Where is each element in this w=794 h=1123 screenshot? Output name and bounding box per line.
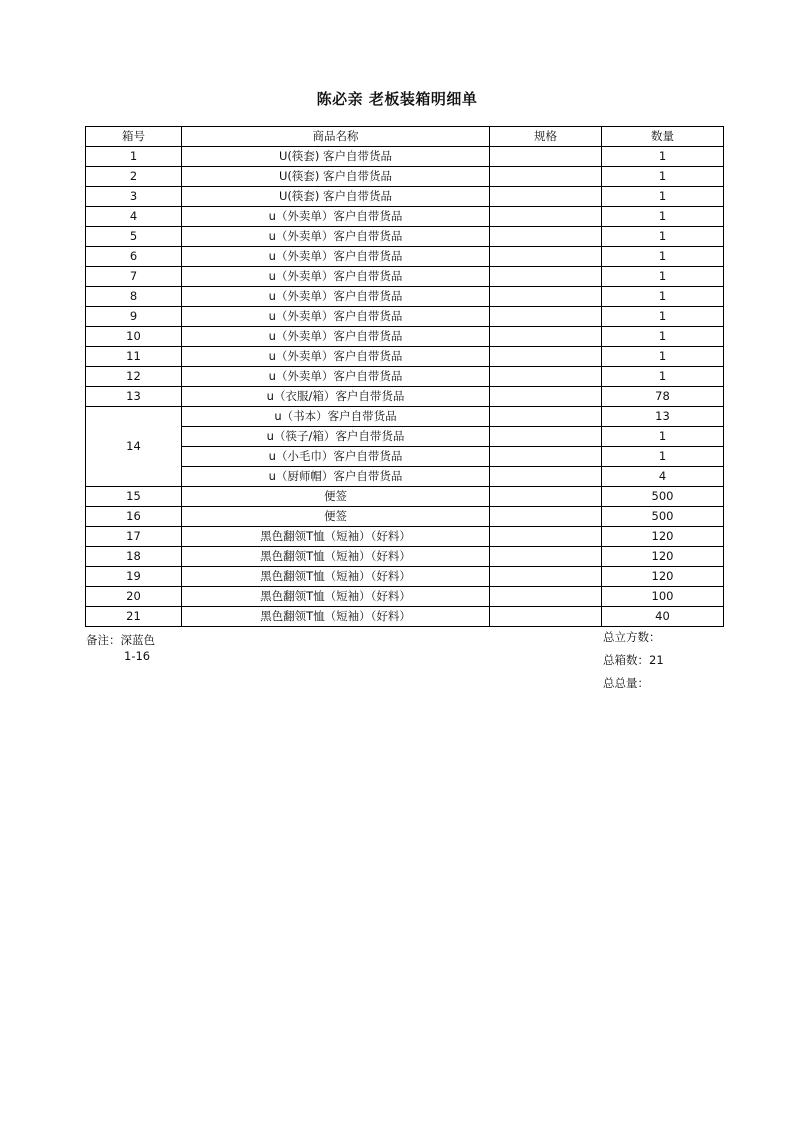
table-row <box>86 147 724 167</box>
document-title: 陈必亲 老板装箱明细单 <box>316 90 478 108</box>
table-row <box>86 227 724 247</box>
quantity-cell: 1 <box>602 167 724 187</box>
box-number-cell: 3 <box>86 187 182 207</box>
spec-cell <box>490 167 602 187</box>
box-number-cell: 13 <box>86 387 182 407</box>
total-boxes: 总箱数：21 <box>603 653 664 667</box>
header-quantity: 数量 <box>602 127 724 147</box>
spec-cell <box>490 327 602 347</box>
product-name-cell: 黑色翻领T恤（短袖）（好料） <box>182 547 490 567</box>
quantity-cell: 100 <box>602 587 724 607</box>
spec-cell <box>490 527 602 547</box>
spec-cell <box>490 247 602 267</box>
quantity-cell: 1 <box>602 307 724 327</box>
spec-cell <box>490 287 602 307</box>
header-product-name: 商品名称 <box>182 127 490 147</box>
spec-cell <box>490 547 602 567</box>
packing-list-table <box>85 126 724 627</box>
spec-cell <box>490 487 602 507</box>
product-name-cell: U(筷套) 客户自带货品 <box>182 147 490 167</box>
box-number-cell: 21 <box>86 607 182 627</box>
box-number-cell: 11 <box>86 347 182 367</box>
product-name-cell: u（筷子/箱）客户自带货品 <box>182 427 490 447</box>
quantity-cell: 500 <box>602 487 724 507</box>
spec-cell <box>490 427 602 447</box>
quantity-cell: 1 <box>602 147 724 167</box>
box-number-cell-merged: 14 <box>86 407 182 487</box>
quantity-cell: 500 <box>602 507 724 527</box>
product-name-cell: 便签 <box>182 487 490 507</box>
table-row <box>86 267 724 287</box>
table-row <box>86 247 724 267</box>
total-quantity: 总总量： <box>603 676 649 690</box>
table-row <box>86 467 724 487</box>
product-name-cell: u（厨师帽）客户自带货品 <box>182 467 490 487</box>
product-name-cell: u（外卖单）客户自带货品 <box>182 207 490 227</box>
box-number-cell: 4 <box>86 207 182 227</box>
quantity-cell: 1 <box>602 247 724 267</box>
product-name-cell: u（外卖单）客户自带货品 <box>182 327 490 347</box>
box-number-cell: 18 <box>86 547 182 567</box>
quantity-cell: 1 <box>602 347 724 367</box>
remark-label: 备注：深蓝色 <box>86 633 155 647</box>
product-name-cell: 黑色翻领T恤（短袖）（好料） <box>182 527 490 547</box>
spec-cell <box>490 347 602 367</box>
product-name-cell: u（外卖单）客户自带货品 <box>182 347 490 367</box>
product-name-cell: u（外卖单）客户自带货品 <box>182 367 490 387</box>
table-row <box>86 187 724 207</box>
quantity-cell: 1 <box>602 287 724 307</box>
spec-cell <box>490 607 602 627</box>
table-row <box>86 307 724 327</box>
spec-cell <box>490 147 602 167</box>
table-row <box>86 567 724 587</box>
quantity-cell: 1 <box>602 187 724 207</box>
table-row <box>86 207 724 227</box>
table-row <box>86 527 724 547</box>
quantity-cell: 4 <box>602 467 724 487</box>
table-row <box>86 507 724 527</box>
spec-cell <box>490 587 602 607</box>
box-number-cell: 6 <box>86 247 182 267</box>
product-name-cell: U(筷套) 客户自带货品 <box>182 167 490 187</box>
table-row <box>86 447 724 467</box>
product-name-cell: 黑色翻领T恤（短袖）（好料） <box>182 587 490 607</box>
box-number-cell: 15 <box>86 487 182 507</box>
product-name-cell: u（外卖单）客户自带货品 <box>182 307 490 327</box>
quantity-cell: 1 <box>602 267 724 287</box>
product-name-cell: u（衣服/箱）客户自带货品 <box>182 387 490 407</box>
table-row <box>86 487 724 507</box>
total-volume: 总立方数： <box>603 630 661 644</box>
product-name-cell: u（外卖单）客户自带货品 <box>182 247 490 267</box>
box-number-cell: 1 <box>86 147 182 167</box>
totals-summary <box>603 629 664 698</box>
quantity-cell: 1 <box>602 427 724 447</box>
box-number-cell: 7 <box>86 267 182 287</box>
table-row <box>86 287 724 307</box>
table-row <box>86 407 724 427</box>
quantity-cell: 78 <box>602 387 724 407</box>
box-number-cell: 5 <box>86 227 182 247</box>
table-row <box>86 607 724 627</box>
quantity-cell: 120 <box>602 527 724 547</box>
table-row <box>86 547 724 567</box>
header-spec: 规格 <box>490 127 602 147</box>
table-header-row <box>86 127 724 147</box>
spec-cell <box>490 407 602 427</box>
quantity-cell: 40 <box>602 607 724 627</box>
quantity-cell: 120 <box>602 567 724 587</box>
quantity-cell: 1 <box>602 207 724 227</box>
spec-cell <box>490 567 602 587</box>
product-name-cell: 黑色翻领T恤（短袖）（好料） <box>182 607 490 627</box>
product-name-cell: u（小毛巾）客户自带货品 <box>182 447 490 467</box>
product-name-cell: U(筷套) 客户自带货品 <box>182 187 490 207</box>
product-name-cell: 黑色翻领T恤（短袖）（好料） <box>182 567 490 587</box>
box-number-cell: 9 <box>86 307 182 327</box>
box-number-cell: 19 <box>86 567 182 587</box>
box-number-cell: 2 <box>86 167 182 187</box>
spec-cell <box>490 187 602 207</box>
spec-cell <box>490 307 602 327</box>
remark-note <box>86 632 155 664</box>
product-name-cell: 便签 <box>182 507 490 527</box>
table-row <box>86 587 724 607</box>
quantity-cell: 1 <box>602 327 724 347</box>
quantity-cell: 1 <box>602 367 724 387</box>
quantity-cell: 1 <box>602 447 724 467</box>
spec-cell <box>490 387 602 407</box>
spec-cell <box>490 467 602 487</box>
product-name-cell: u（书本）客户自带货品 <box>182 407 490 427</box>
spec-cell <box>490 227 602 247</box>
spec-cell <box>490 507 602 527</box>
table-row <box>86 347 724 367</box>
spec-cell <box>490 267 602 287</box>
quantity-cell: 120 <box>602 547 724 567</box>
spec-cell <box>490 207 602 227</box>
box-number-cell: 16 <box>86 507 182 527</box>
box-number-cell: 8 <box>86 287 182 307</box>
box-number-cell: 12 <box>86 367 182 387</box>
spec-cell <box>490 447 602 467</box>
product-name-cell: u（外卖单）客户自带货品 <box>182 227 490 247</box>
header-box-number: 箱号 <box>86 127 182 147</box>
table-row <box>86 387 724 407</box>
product-name-cell: u（外卖单）客户自带货品 <box>182 287 490 307</box>
table-row <box>86 427 724 447</box>
table-row <box>86 167 724 187</box>
quantity-cell: 1 <box>602 227 724 247</box>
table-row <box>86 367 724 387</box>
remark-detail: 1-16 <box>124 649 151 663</box>
product-name-cell: u（外卖单）客户自带货品 <box>182 267 490 287</box>
table-row <box>86 327 724 347</box>
quantity-cell: 13 <box>602 407 724 427</box>
box-number-cell: 17 <box>86 527 182 547</box>
box-number-cell: 10 <box>86 327 182 347</box>
spec-cell <box>490 367 602 387</box>
box-number-cell: 20 <box>86 587 182 607</box>
